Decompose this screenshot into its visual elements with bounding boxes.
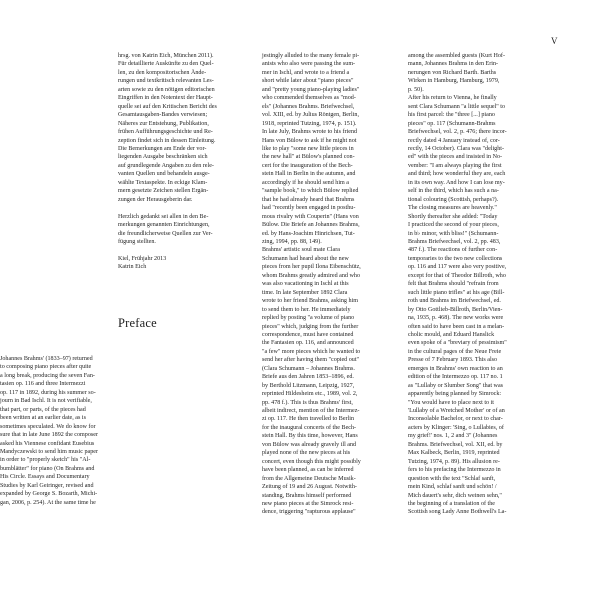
text-line: Brahms' artistic soul mate Clara — [262, 247, 340, 254]
text-line: accordingly if he should send him a — [262, 179, 349, 186]
text-line: gan, 2006, p. 254). At the same time he — [0, 499, 96, 506]
text-line: except for that of Theodor Billroth, who — [408, 272, 506, 279]
text-line: ed" with the pieces and insisted in No- — [408, 154, 503, 161]
text-line: apparently being planned by Simrock: — [408, 391, 502, 398]
text-line: new piano pieces at the Simrock resi- — [262, 501, 354, 508]
text-line: asked his Viennese confidant Eusebius — [0, 440, 95, 447]
text-line: mern gesetzte Zeichen stellen Ergän- — [118, 188, 209, 195]
text-line: cert for the inauguration of the Bech- — [262, 162, 353, 169]
text-line: frühen Aufführungsgeschichte und Re- — [118, 129, 213, 136]
text-line: roth und Brahms im Briefwechsel, ed. — [408, 298, 501, 305]
text-line: cholic mould, and Eduard Hanslick — [408, 331, 495, 338]
text-line: Presse of 7 February 1893. This also — [408, 357, 498, 364]
text-line: that he had already heard that Brahms — [262, 196, 355, 203]
text-line: "sample book," to which Bülow replied — [262, 188, 359, 195]
text-line: Eingriffen in den Notentext der Haupt- — [118, 95, 213, 102]
text-line: a long break, producing the seven Fan- — [0, 372, 95, 379]
text-line: in order to "properly sketch" his "Al- — [0, 457, 91, 464]
text-line: had "recently been engaged in posthu- — [262, 205, 356, 212]
text-line: auf grundlegende Angaben zu den rele- — [118, 162, 214, 169]
text-line: von Bülow was already gravely ill and — [262, 441, 357, 448]
text-line: his first parcel: the "three [...] piano — [408, 112, 495, 119]
text-line: merkungen genannten Einrichtungen, — [118, 222, 210, 229]
text-line: pieces" which, judging from the further — [262, 323, 359, 330]
text-line — [118, 246, 248, 254]
text-line: who commended themselves as "mod- — [262, 95, 356, 102]
text-line: sometimes speculated. We do know for — [0, 423, 96, 430]
text-line: 'Lullaby of a Wretched Mother' or of an — [408, 408, 505, 415]
text-line: mann, Johannes Brahms in den Erin- — [408, 61, 499, 68]
text-line: After his return to Vienna, he finally — [408, 95, 497, 102]
text-line: wrote to her friend Brahms, asking him — [262, 298, 358, 305]
text-line: 1918, reprinted Tutzing, 1974, p. 151). — [262, 120, 357, 127]
text-line: tasien op. 116 and three Intermezzi — [0, 381, 86, 388]
text-line: reprinted Hildesheim etc., 1989, vol. 2, — [262, 391, 358, 398]
text-line: stein Hall. By this time, however, Hans — [262, 433, 358, 440]
text-line: played none of the new pieces at his — [262, 450, 351, 457]
text-line: time. In late September 1892 Clara — [262, 289, 348, 296]
text-line: and "pretty young piano-playing ladies" — [262, 86, 360, 93]
text-line: Wirken in Hamburg, Hamburg, 1979, — [408, 78, 500, 85]
text-line: els" (Johannes Brahms. Briefwechsel, — [262, 103, 355, 110]
text-line: ed. by Hans-Joachim Hinrichsen, Tut- — [262, 230, 355, 237]
text-line: zungen der Herausgeberin dar. — [118, 196, 193, 203]
text-line: liegenden Ausgabe beschränken sich — [118, 154, 208, 161]
text-line: sent Clara Schumann "a little sequel" to — [408, 103, 506, 110]
text-line: Für detaillierte Auskünfte zu den Quel- — [118, 61, 214, 68]
text-line: like to play "some new little pieces in — [262, 145, 354, 152]
text-line: felt that Brahms should "refrain from — [408, 281, 499, 288]
text-line: and third; how wonderful they are, each — [408, 171, 506, 178]
text-line: arten sowie zu den nötigen editorischen — [118, 86, 215, 93]
text-line: "You would have to place next to it — [408, 399, 494, 406]
text-line: Shortly thereafter she added: "Today — [408, 213, 498, 220]
text-line: mer in Ischl, and wrote to a friend a — [262, 69, 350, 76]
text-line: Briefe aus den Jahren 1853–1896, ed. — [262, 374, 354, 381]
text-line: quelle sei auf den Kritischen Bericht des — [118, 103, 217, 110]
text-line: Inconsolable Bachelor, or next to char- — [408, 416, 503, 423]
text-line: Johannes Brahms' (1833–97) returned — [0, 356, 93, 362]
text-line: (Clara Schumann – Johannes Brahms. — [262, 365, 355, 372]
text-line: to composing piano pieces after quite — [0, 364, 92, 371]
text-line: wählte Textaspekte. In eckige Klam- — [118, 179, 208, 186]
text-line: journ in Bad Ischl. It is not verifiable, — [0, 398, 92, 405]
text-line: zeption findet sich in dessen Einleitung. — [118, 137, 216, 144]
text-line: anists who also were passing the sum- — [262, 61, 356, 68]
text-line: I practiced the second of your pieces, — [408, 222, 499, 229]
text-line: replied by posting "a volume of piano — [262, 315, 355, 322]
text-line: vember: "I am always playing the first — [408, 162, 502, 169]
text-line: by Otto Gottlieb-Billroth, Berlin/Vien- — [408, 306, 503, 313]
column-1-preface-text — [0, 355, 130, 507]
text-line: Näheres zur Entstehung, Publikation, — [118, 120, 209, 127]
text-line: rungen und textkritisch relevanten Les- — [118, 78, 214, 85]
text-line: Mandyczewski to send him music paper — [0, 448, 98, 455]
text-line: bumblätter" for piano (On Brahms and — [0, 465, 95, 472]
text-line: p. 50). — [408, 86, 424, 93]
text-line: my grief!' nos. 1, 2 and 3" (Johannes — [408, 433, 498, 440]
text-line: mous rivalry with Couperin" (Hans von — [262, 213, 359, 220]
text-line: edition of the Intermezzo op. 117 no. 1 — [408, 374, 503, 381]
text-line: hrsg. von Katrin Eich, München 2011). — [118, 53, 214, 59]
text-line: Die Bemerkungen am Ende der vor- — [118, 145, 207, 152]
text-line: pieces" op. 117 (Schumann-Brahms — [408, 120, 496, 127]
preface-heading: Preface — [118, 316, 157, 330]
text-line: acters by Klinger: 'Sing, o Lullabies, of — [408, 424, 504, 431]
text-line: often said to have been cast in a melan- — [408, 323, 505, 330]
text-line: from the Allgemeine Deutsche Musik- — [262, 475, 356, 482]
text-line: stein Hall in Berlin in the autumn, and — [262, 171, 356, 178]
text-line: correspondence, must have contained — [262, 331, 354, 338]
text-line: Katrin Eich — [118, 264, 147, 271]
text-line: the Fantasien op. 116, and announced — [262, 340, 354, 347]
text-line: Herzlich gedankt sei allen in den Be- — [118, 213, 209, 220]
text-line: among the assembled guests (Kurt Hof- — [408, 53, 505, 59]
text-line: send her after having them "copied out" — [262, 357, 360, 364]
page-number: V — [551, 36, 558, 46]
text-line: Mich dauert's sehr, dich weinen sehn," — [408, 492, 502, 499]
text-line — [118, 204, 248, 212]
text-line: emerges in Brahms' own reaction to an — [408, 365, 503, 372]
text-line: The closing measures are heavenly." — [408, 205, 497, 212]
text-line: Tutzing, 1974, p. 89). His allusion re- — [408, 458, 500, 465]
text-line: His Circle. Essays and Documentary — [0, 474, 90, 481]
text-line: Schumann had heard about the new — [262, 255, 349, 262]
text-line: self in the third, which has such a na- — [408, 188, 499, 195]
text-line: zing, 1994, pp. 88, 149). — [262, 238, 322, 245]
text-line: na, 1935, p. 468). The new works were — [408, 315, 504, 322]
text-line: Brahms. Briefwechsel, vol. XII, ed. by — [408, 441, 503, 448]
text-line: Brahms Briefwechsel, vol. 2, pp. 483, — [408, 238, 501, 245]
text-line: nerungen von Richard Barth. Barths — [408, 69, 497, 76]
text-line: op. 117 in 1892, during his summer so- — [0, 389, 96, 396]
text-line: In late July, Brahms wrote to his friend — [262, 129, 358, 136]
text-line: die freundlicherweise Quellen zur Ver- — [118, 230, 213, 237]
text-line: Hans von Bülow to ask if he might not — [262, 137, 357, 144]
text-line: vol. XIII, ed. by Julius Röntgen, Berlin, — [262, 112, 359, 119]
text-line: expanded by George S. Bozarth, Michi- — [0, 491, 98, 498]
text-line: standing, Brahms himself performed — [262, 492, 352, 499]
text-line: mein Kind, schlaf sanft und schön! / — [408, 484, 497, 491]
text-line: even spoke of a "breviary of pessimism" — [408, 340, 507, 347]
text-line: in the cultural pages of the Neue Freie — [408, 348, 502, 355]
text-line: question with the text "Schlaf sanft, — [408, 475, 496, 482]
text-line: sure that in late June 1892 the composer — [0, 432, 98, 439]
text-line: that part, or parts, of the pieces had — [0, 406, 86, 413]
column-3 — [408, 52, 538, 517]
text-line: by Berthold Litzmann, Leipzig, 1927, — [262, 382, 355, 389]
text-line: Gesamtausgaben-Bandes verwiesen; — [118, 112, 208, 119]
text-line: was also vacationing in Ischl at this — [262, 281, 349, 288]
text-line: Zeitung of 19 and 26 August. Notwith- — [262, 484, 357, 491]
text-line: the new hall" at Bülow's planned con- — [262, 154, 355, 161]
column-2 — [262, 52, 392, 517]
text-line: concert, even though this might possibly — [262, 458, 361, 465]
text-line: Kiel, Frühjahr 2013 — [118, 255, 167, 262]
text-line: Max Kalbeck, Berlin, 1919, reprinted — [408, 450, 500, 457]
column-1-upper — [118, 52, 248, 272]
text-line: 487 f.). The reactions of further con- — [408, 247, 498, 254]
text-line: to send them to her. He immediately — [262, 306, 351, 313]
text-line: pieces from her pupil Ilona Eibenschütz, — [262, 264, 361, 271]
text-line: Bülow. Die Briefe an Johannes Brahms, — [262, 222, 360, 229]
text-line: rectly dated 4 January instead of, cor- — [408, 137, 500, 144]
text-line: zi op. 117. He then travelled to Berlin — [262, 416, 355, 423]
text-line: op. 116 and 117 were also very positive, — [408, 264, 507, 271]
text-line: albeit indirect, mention of the Intermez- — [262, 408, 360, 415]
text-line: len, zu den kompositorischen Ände- — [118, 69, 207, 76]
text-line: in its own way. And how I can lose my- — [408, 179, 505, 186]
text-line: short while later about "piano pieces" — [262, 78, 354, 85]
text-line: Scottish song Lady Anne Bothwell's La- — [408, 509, 507, 516]
text-line: fers to his prefacing the Intermezzo in — [408, 467, 501, 474]
text-line: "a few" more pieces which he wanted to — [262, 348, 361, 355]
text-line: dence, triggering "rapturous applause" — [262, 509, 356, 516]
text-line: vanten Quellen und behandeln ausge- — [118, 171, 210, 178]
text-line: Studies by Karl Geiringer, revised and — [0, 482, 94, 489]
text-line: tional colouring (Scottish, perhaps?). — [408, 196, 499, 203]
text-line: such little piano trifles" at his age (Bill- — [408, 289, 505, 296]
text-line: pp. 478 f.). This is thus Brahms' first, — [262, 399, 353, 406]
text-line: as "Lullaby or Slumber Song" that was — [408, 382, 504, 389]
text-line: the beginning of a translation of the — [408, 501, 495, 508]
text-line: whom Brahms greatly admired and who — [262, 272, 360, 279]
text-line: have been planned, as can be inferred — [262, 467, 354, 474]
text-line: rectly, 14 October). Clara was "delight- — [408, 145, 505, 152]
text-line: temporaries to the two new collections — [408, 255, 503, 262]
text-line: fügung stellten. — [118, 238, 156, 245]
text-line: in b♭ minor, with bliss!" (Schumann- — [408, 230, 499, 237]
text-line: Briefwechsel, vol. 2, p. 476; there incor- — [408, 129, 507, 136]
text-line: jestingly alluded to the many female pi- — [262, 53, 360, 59]
text-line: for the inaugural concerts of the Bech- — [262, 424, 357, 431]
text-line: been written at an earlier date, as is — [0, 415, 86, 422]
